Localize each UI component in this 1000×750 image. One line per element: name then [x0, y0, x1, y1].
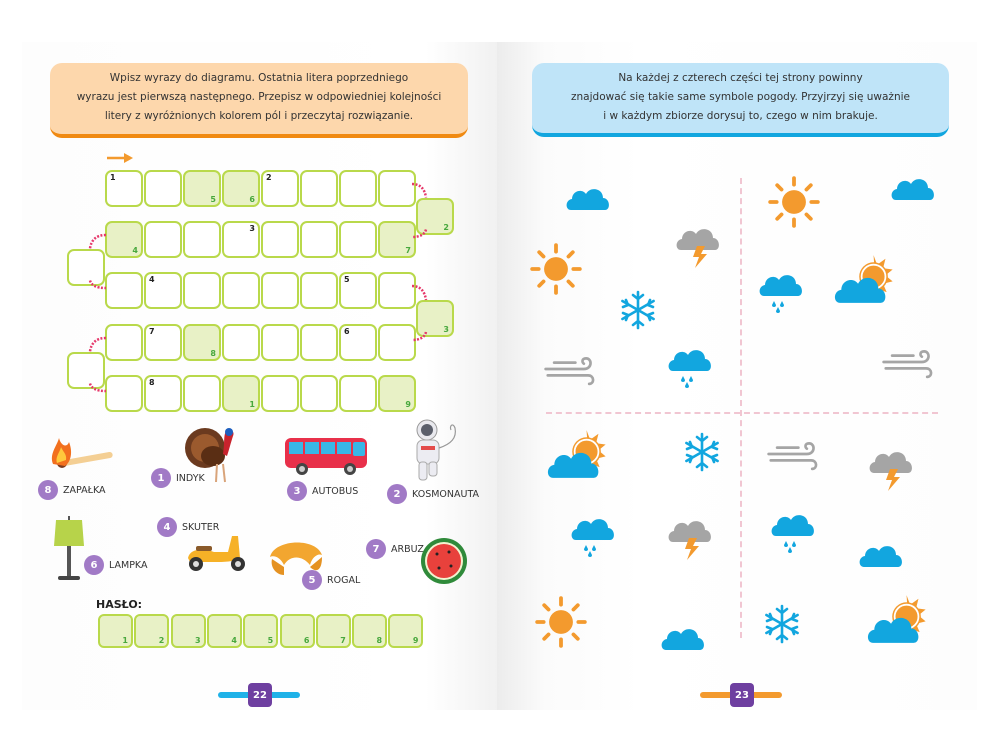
clue-number: 6 — [344, 327, 350, 336]
word-label: ZAPAŁKA — [63, 484, 106, 496]
crossword-cell[interactable] — [261, 375, 299, 412]
scooter-icon — [184, 528, 250, 574]
astronaut-icon — [411, 418, 463, 484]
crossword-cell[interactable] — [300, 170, 338, 207]
sun-behind-cloud-icon — [833, 252, 895, 306]
crossword-cell[interactable] — [339, 272, 377, 309]
match-icon — [47, 434, 117, 476]
rain-cloud-icon — [570, 514, 616, 558]
crossword-cell[interactable] — [339, 324, 377, 361]
crossword-cell[interactable] — [378, 375, 416, 412]
instruction-line: i w każdym zbiorze dorysuj to, czego w nim brakuje. — [603, 110, 878, 122]
thunderstorm-icon — [666, 516, 714, 562]
quadrant-divider-horizontal — [546, 412, 938, 414]
password-slot[interactable] — [134, 614, 169, 648]
right-instruction-box — [532, 63, 949, 137]
word-number-badge: 8 — [38, 480, 58, 500]
cloud-icon — [660, 620, 706, 652]
clue-number: 4 — [149, 275, 155, 284]
cloud-icon — [858, 537, 904, 569]
crossword-cell[interactable] — [183, 170, 221, 207]
password-slot-number: 4 — [231, 636, 237, 645]
word-number-badge: 4 — [157, 517, 177, 537]
cloud-icon — [565, 180, 611, 212]
word-kosmonauta — [387, 484, 479, 504]
password-slot[interactable] — [171, 614, 206, 648]
wind-icon — [542, 352, 596, 386]
word-label: ARBUZ — [391, 543, 424, 555]
crossword-cell[interactable] — [300, 324, 338, 361]
password-index: 3 — [443, 325, 449, 334]
password-slot-number: 3 — [195, 636, 201, 645]
thunderstorm-icon — [674, 224, 722, 270]
instruction-line: znajdować się takie same symbole pogody. Przyjrzyj się uważnie — [571, 91, 910, 103]
crossword-cell[interactable] — [261, 170, 299, 207]
clue-number: 8 — [149, 378, 155, 387]
password-slot-number: 8 — [376, 636, 383, 645]
left-instruction-box — [50, 63, 468, 138]
crossword-cell[interactable] — [339, 375, 377, 412]
crossword-cell[interactable] — [183, 324, 221, 361]
page-number-badge: 23 — [730, 683, 754, 707]
crossword-cell[interactable] — [144, 375, 182, 412]
word-number-badge: 2 — [387, 484, 407, 504]
instruction-line: Na każdej z czterech części tej strony powinny — [618, 72, 863, 84]
start-arrow-icon — [107, 153, 133, 163]
word-number-badge: 7 — [366, 539, 386, 559]
clue-number: 5 — [344, 275, 350, 284]
cloud-icon — [890, 170, 936, 202]
sun-icon — [768, 176, 820, 228]
word-label: SKUTER — [182, 521, 220, 533]
password-slot[interactable] — [316, 614, 351, 648]
password-index: 5 — [210, 195, 216, 204]
clue-number: 7 — [149, 327, 155, 336]
rain-cloud-icon — [667, 345, 713, 389]
word-arbuz — [366, 539, 424, 559]
crossword-cell[interactable] — [222, 170, 260, 207]
instruction-line: litery z wyróżnionych kolorem pól i przeczytaj rozwiązanie. — [104, 110, 414, 122]
rain-cloud-icon — [770, 510, 816, 554]
password-index: 9 — [405, 400, 411, 409]
word-rogal — [302, 570, 360, 590]
rain-cloud-icon — [758, 270, 804, 314]
crossword-cell[interactable] — [105, 272, 143, 309]
password-slot-number: 9 — [412, 636, 419, 645]
password-slot-number: 7 — [340, 636, 346, 645]
clue-number: 1 — [110, 173, 116, 182]
password-slot-number: 5 — [267, 636, 274, 645]
crossword-cell[interactable] — [183, 375, 221, 412]
word-number-badge: 5 — [302, 570, 322, 590]
crossword-cell[interactable] — [183, 272, 221, 309]
word-number-badge: 1 — [151, 468, 171, 488]
password-label: HASŁO: — [96, 598, 143, 611]
crossword-cell[interactable] — [144, 272, 182, 309]
crossword-cell[interactable] — [222, 375, 260, 412]
password-index: 2 — [443, 223, 449, 232]
quadrant-divider-vertical — [740, 178, 742, 638]
word-zapalka — [38, 480, 106, 500]
lamp-icon — [52, 516, 88, 582]
word-number-badge: 3 — [287, 481, 307, 501]
word-indyk — [151, 468, 205, 488]
clue-number: 2 — [266, 173, 272, 182]
password-index: 4 — [132, 246, 138, 255]
snowflake-icon — [618, 290, 658, 330]
crossword-cell[interactable] — [300, 272, 338, 309]
password-slot[interactable] — [98, 614, 133, 648]
password-slot-number: 1 — [122, 636, 128, 645]
crossword-cell[interactable] — [339, 170, 377, 207]
crossword-cell[interactable] — [144, 170, 182, 207]
crossword-cell[interactable] — [261, 221, 299, 258]
password-slot-number: 6 — [303, 636, 310, 645]
crossword-cell[interactable] — [300, 221, 338, 258]
crossword-cell[interactable] — [183, 221, 221, 258]
crossword-cell[interactable] — [261, 324, 299, 361]
crossword-cell[interactable] — [261, 272, 299, 309]
sun-behind-cloud-icon — [866, 592, 928, 646]
word-lampka — [84, 555, 148, 575]
bus-icon — [284, 436, 370, 476]
rope-link — [80, 231, 110, 312]
crossword-cell[interactable] — [144, 324, 182, 361]
word-label: LAMPKA — [109, 559, 148, 571]
word-label: AUTOBUS — [312, 485, 359, 497]
snowflake-icon — [682, 432, 722, 472]
rope-link — [410, 180, 440, 261]
password-slot[interactable] — [280, 614, 315, 648]
password-slot[interactable] — [388, 614, 423, 648]
clue-number: 3 — [249, 224, 255, 233]
page-number-badge: 22 — [248, 683, 272, 707]
word-autobus — [287, 481, 358, 501]
instruction-line: Wpisz wyrazy do diagramu. Ostatnia litera poprzedniego — [109, 72, 409, 84]
snowflake-icon — [762, 604, 802, 644]
word-label: ROGAL — [327, 574, 361, 586]
rope-link — [410, 282, 440, 364]
password-slot-number: 2 — [158, 636, 165, 645]
password-slot[interactable] — [352, 614, 387, 648]
crossword-cell[interactable] — [105, 324, 143, 361]
word-number-badge: 6 — [84, 555, 104, 575]
password-index: 7 — [405, 246, 411, 255]
crossword-cell[interactable] — [222, 221, 260, 258]
password-index: 6 — [249, 195, 255, 204]
crossword-cell[interactable] — [105, 375, 143, 412]
crossword-cell[interactable] — [300, 375, 338, 412]
password-slot[interactable] — [207, 614, 242, 648]
password-slot[interactable] — [243, 614, 278, 648]
crossword-cell[interactable] — [339, 221, 377, 258]
crossword-cell[interactable] — [105, 170, 143, 207]
crossword-cell[interactable] — [222, 324, 260, 361]
word-label: KOSMONAUTA — [412, 488, 480, 500]
thunderstorm-icon — [867, 447, 915, 493]
sun-behind-cloud-icon — [546, 427, 608, 481]
password-index: 8 — [210, 349, 216, 358]
crossword-cell[interactable] — [222, 272, 260, 309]
watermelon-icon — [419, 536, 469, 586]
sun-icon — [530, 243, 582, 295]
instruction-line: wyrazu jest pierwszą następnego. Przepisz w odpowiedniej kolejności — [76, 91, 442, 103]
wind-icon — [765, 437, 819, 471]
wind-icon — [880, 345, 934, 379]
rope-link — [80, 334, 110, 415]
crossword-cell[interactable] — [105, 221, 143, 258]
word-label: INDYK — [176, 472, 205, 484]
crossword-cell[interactable] — [144, 221, 182, 258]
password-index: 1 — [249, 400, 255, 409]
sun-icon — [535, 596, 587, 648]
